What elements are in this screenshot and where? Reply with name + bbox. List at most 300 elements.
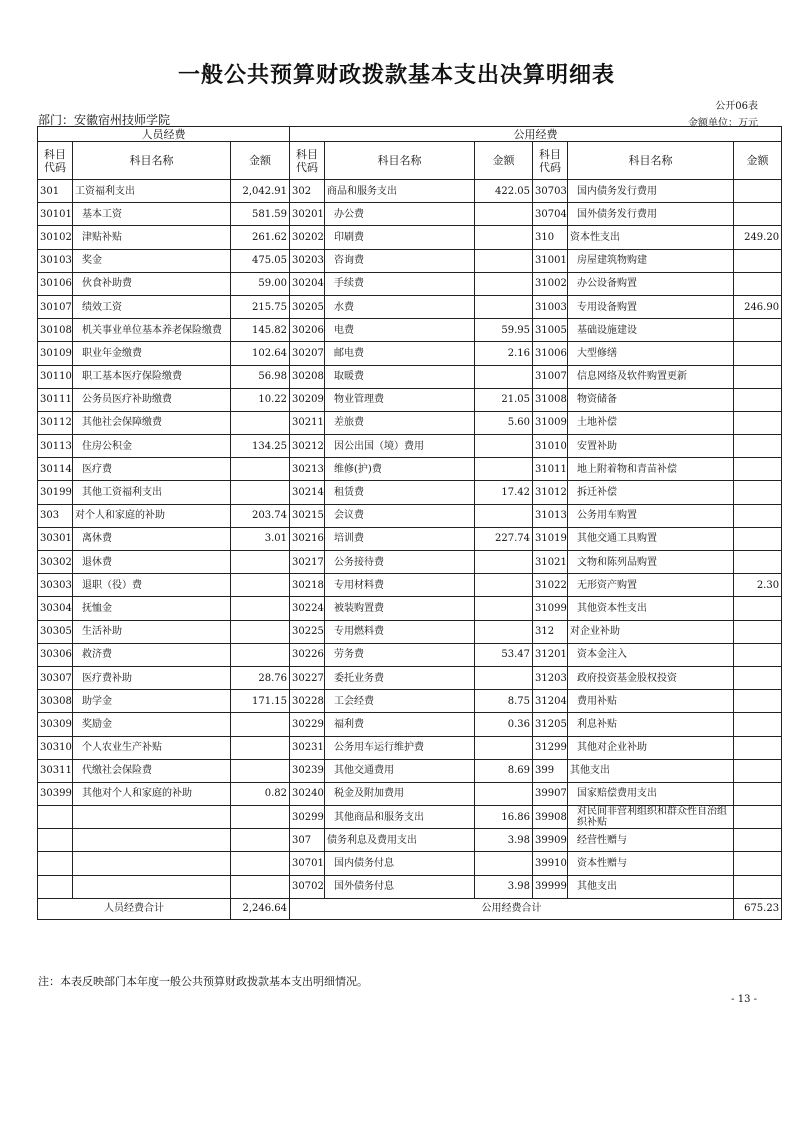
cell-code: 30215 <box>290 504 325 527</box>
cell-code: 30225 <box>290 620 325 643</box>
cell-amount <box>231 736 290 759</box>
cell-code: 310 <box>533 226 568 249</box>
cell-amount: 17.42 <box>475 481 533 504</box>
cell-amount <box>475 597 533 620</box>
cell-amount <box>475 574 533 597</box>
cell-code: 31201 <box>533 643 568 666</box>
cell-amount: 227.74 <box>475 527 533 550</box>
cell-code: 39908 <box>533 806 568 829</box>
cell-name: 国外债务付息 <box>325 875 475 898</box>
cell-amount <box>734 782 782 805</box>
cell-amount <box>734 272 782 295</box>
cell-amount <box>475 295 533 318</box>
cell-name: 资本金注入 <box>568 643 734 666</box>
cell-code: 307 <box>290 829 325 852</box>
cell-name: 办公设备购置 <box>568 272 734 295</box>
cell-amount <box>734 180 782 203</box>
personnel-total-label: 人员经费合计 <box>38 898 231 919</box>
header-code: 科目代码 <box>38 142 73 180</box>
cell-name: 基础设施建设 <box>568 319 734 342</box>
cell-name: 救济费 <box>73 643 231 666</box>
header-name: 科目名称 <box>325 142 475 180</box>
cell-amount <box>734 481 782 504</box>
cell-code: 30211 <box>290 411 325 434</box>
table-row <box>38 504 782 527</box>
cell-code <box>38 829 73 852</box>
cell-code: 30227 <box>290 666 325 689</box>
cell-name: 培训费 <box>325 527 475 550</box>
cell-name: 专用设备购置 <box>568 295 734 318</box>
table-row <box>38 852 782 875</box>
cell-code: 30214 <box>290 481 325 504</box>
cell-code: 31006 <box>533 342 568 365</box>
cell-code: 301 <box>38 180 73 203</box>
cell-code: 30308 <box>38 690 73 713</box>
cell-code: 30305 <box>38 620 73 643</box>
cell-name: 土地补偿 <box>568 411 734 434</box>
cell-code: 312 <box>533 620 568 643</box>
cell-name: 生活补助 <box>73 620 231 643</box>
cell-amount <box>734 388 782 411</box>
cell-code: 30209 <box>290 388 325 411</box>
cell-amount <box>734 852 782 875</box>
cell-name: 奖金 <box>73 249 231 272</box>
cell-amount: 249.20 <box>734 226 782 249</box>
cell-code: 30207 <box>290 342 325 365</box>
cell-name: 被装购置费 <box>325 597 475 620</box>
cell-code: 30240 <box>290 782 325 805</box>
cell-amount <box>734 713 782 736</box>
cell-amount <box>475 782 533 805</box>
cell-name: 退职（役）费 <box>73 574 231 597</box>
cell-name: 其他对个人和家庭的补助 <box>73 782 231 805</box>
cell-code: 31003 <box>533 295 568 318</box>
cell-code: 399 <box>533 759 568 782</box>
cell-code: 30208 <box>290 365 325 388</box>
cell-code: 30299 <box>290 806 325 829</box>
cell-name: 离休费 <box>73 527 231 550</box>
cell-name: 公务用车购置 <box>568 504 734 527</box>
cell-name: 电费 <box>325 319 475 342</box>
cell-code: 30702 <box>290 875 325 898</box>
cell-name: 奖励金 <box>73 713 231 736</box>
table-row <box>38 249 782 272</box>
table-row <box>38 620 782 643</box>
cell-code: 31204 <box>533 690 568 713</box>
cell-code: 30213 <box>290 458 325 481</box>
table-row <box>38 875 782 898</box>
cell-name <box>73 875 231 898</box>
cell-code: 30306 <box>38 643 73 666</box>
cell-code: 30229 <box>290 713 325 736</box>
table-row <box>38 226 782 249</box>
cell-amount: 581.59 <box>231 203 290 226</box>
cell-amount <box>734 551 782 574</box>
cell-amount: 2.16 <box>475 342 533 365</box>
cell-name: 无形资产购置 <box>568 574 734 597</box>
cell-amount <box>475 458 533 481</box>
cell-name: 公务用车运行维护费 <box>325 736 475 759</box>
table-row <box>38 666 782 689</box>
cell-name: 资本性支出 <box>568 226 734 249</box>
cell-name: 安置补助 <box>568 435 734 458</box>
cell-amount <box>734 690 782 713</box>
cell-name <box>73 806 231 829</box>
cell-amount: 2,042.91 <box>231 180 290 203</box>
cell-code: 30206 <box>290 319 325 342</box>
footnote: 注：本表反映部门本年度一般公共预算财政拨款基本支出明细情况。 <box>38 975 368 988</box>
cell-code: 39999 <box>533 875 568 898</box>
cell-code: 31019 <box>533 527 568 550</box>
cell-amount <box>475 504 533 527</box>
cell-amount: 10.22 <box>231 388 290 411</box>
cell-amount <box>475 551 533 574</box>
cell-amount <box>475 272 533 295</box>
cell-code: 31299 <box>533 736 568 759</box>
cell-name: 国内债务发行费用 <box>568 180 734 203</box>
table-row <box>38 342 782 365</box>
table-row <box>38 643 782 666</box>
cell-name: 商品和服务支出 <box>325 180 475 203</box>
cell-name: 公务员医疗补助缴费 <box>73 388 231 411</box>
cell-code: 31021 <box>533 551 568 574</box>
cell-code: 30231 <box>290 736 325 759</box>
public-total-value: 675.23 <box>734 898 782 919</box>
cell-name: 基本工资 <box>73 203 231 226</box>
cell-name: 文物和陈列品购置 <box>568 551 734 574</box>
cell-code: 30302 <box>38 551 73 574</box>
table-row <box>38 736 782 759</box>
table-row <box>38 272 782 295</box>
table-row <box>38 597 782 620</box>
cell-amount: 134.25 <box>231 435 290 458</box>
cell-amount <box>475 852 533 875</box>
table-row <box>38 690 782 713</box>
cell-name: 公务接待费 <box>325 551 475 574</box>
cell-amount: 3.98 <box>475 875 533 898</box>
cell-name: 物业管理费 <box>325 388 475 411</box>
cell-code: 30202 <box>290 226 325 249</box>
table-row <box>38 435 782 458</box>
cell-amount: 171.15 <box>231 690 290 713</box>
cell-amount <box>734 435 782 458</box>
cell-name: 水费 <box>325 295 475 318</box>
cell-amount <box>231 481 290 504</box>
table-row <box>38 365 782 388</box>
cell-name: 经营性赠与 <box>568 829 734 852</box>
cell-code <box>38 806 73 829</box>
cell-code: 39909 <box>533 829 568 852</box>
cell-code: 30703 <box>533 180 568 203</box>
cell-name: 对个人和家庭的补助 <box>73 504 231 527</box>
cell-amount <box>231 875 290 898</box>
cell-code: 30307 <box>38 666 73 689</box>
cell-amount <box>734 829 782 852</box>
cell-name: 咨询费 <box>325 249 475 272</box>
cell-amount: 2.30 <box>734 574 782 597</box>
cell-code: 30212 <box>290 435 325 458</box>
expenditure-table <box>37 126 782 920</box>
cell-name: 专用燃料费 <box>325 620 475 643</box>
cell-amount <box>231 551 290 574</box>
cell-name: 伙食补助费 <box>73 272 231 295</box>
cell-code: 30701 <box>290 852 325 875</box>
cell-code: 31022 <box>533 574 568 597</box>
cell-amount <box>734 759 782 782</box>
cell-amount: 8.69 <box>475 759 533 782</box>
cell-name: 房屋建筑物购建 <box>568 249 734 272</box>
cell-amount <box>231 829 290 852</box>
cell-amount: 475.05 <box>231 249 290 272</box>
cell-amount <box>231 759 290 782</box>
cell-name: 取暖费 <box>325 365 475 388</box>
cell-amount <box>734 736 782 759</box>
cell-amount: 215.75 <box>231 295 290 318</box>
cell-name: 绩效工资 <box>73 295 231 318</box>
cell-code <box>38 875 73 898</box>
cell-amount: 0.82 <box>231 782 290 805</box>
cell-name: 其他对企业补助 <box>568 736 734 759</box>
cell-amount <box>734 458 782 481</box>
cell-amount: 59.95 <box>475 319 533 342</box>
cell-code <box>38 852 73 875</box>
cell-name: 对企业补助 <box>568 620 734 643</box>
cell-code: 30204 <box>290 272 325 295</box>
cell-name <box>73 829 231 852</box>
cell-code: 39907 <box>533 782 568 805</box>
table-row <box>38 319 782 342</box>
cell-amount <box>734 620 782 643</box>
cell-amount <box>231 643 290 666</box>
cell-name: 手续费 <box>325 272 475 295</box>
cell-amount <box>475 736 533 759</box>
cell-code: 31099 <box>533 597 568 620</box>
cell-name: 邮电费 <box>325 342 475 365</box>
cell-name: 因公出国（境）费用 <box>325 435 475 458</box>
header-code: 科目代码 <box>533 142 568 180</box>
cell-name: 利息补贴 <box>568 713 734 736</box>
cell-code: 30226 <box>290 643 325 666</box>
cell-amount: 102.64 <box>231 342 290 365</box>
cell-name: 福利费 <box>325 713 475 736</box>
cell-code: 30110 <box>38 365 73 388</box>
cell-name: 其他资本性支出 <box>568 597 734 620</box>
cell-amount <box>734 319 782 342</box>
cell-name: 税金及附加费用 <box>325 782 475 805</box>
cell-amount <box>734 643 782 666</box>
cell-name: 其他商品和服务支出 <box>325 806 475 829</box>
cell-name: 费用补贴 <box>568 690 734 713</box>
cell-name: 国家赔偿费用支出 <box>568 782 734 805</box>
cell-code: 31205 <box>533 713 568 736</box>
cell-name: 资本性赠与 <box>568 852 734 875</box>
table-row <box>38 203 782 226</box>
cell-code: 30310 <box>38 736 73 759</box>
cell-name: 政府投资基金股权投资 <box>568 666 734 689</box>
table-row <box>38 527 782 550</box>
cell-amount: 53.47 <box>475 643 533 666</box>
cell-name: 维修(护)费 <box>325 458 475 481</box>
cell-code: 30399 <box>38 782 73 805</box>
cell-name: 租赁费 <box>325 481 475 504</box>
cell-name: 职业年金缴费 <box>73 342 231 365</box>
cell-amount <box>734 365 782 388</box>
cell-code: 30113 <box>38 435 73 458</box>
cell-code: 30201 <box>290 203 325 226</box>
cell-code: 31011 <box>533 458 568 481</box>
cell-name: 其他支出 <box>568 875 734 898</box>
cell-name: 工会经费 <box>325 690 475 713</box>
cell-amount: 28.76 <box>231 666 290 689</box>
cell-amount: 8.75 <box>475 690 533 713</box>
cell-amount: 16.86 <box>475 806 533 829</box>
cell-code: 30205 <box>290 295 325 318</box>
cell-name: 医疗费补助 <box>73 666 231 689</box>
cell-amount <box>475 435 533 458</box>
cell-name: 其他社会保障缴费 <box>73 411 231 434</box>
cell-amount <box>734 411 782 434</box>
header-name: 科目名称 <box>73 142 231 180</box>
cell-code: 30199 <box>38 481 73 504</box>
table-row <box>38 551 782 574</box>
cell-amount <box>231 620 290 643</box>
cell-code: 39910 <box>533 852 568 875</box>
cell-amount <box>231 852 290 875</box>
cell-code: 31001 <box>533 249 568 272</box>
cell-code: 30216 <box>290 527 325 550</box>
cell-amount <box>231 411 290 434</box>
table-row <box>38 411 782 434</box>
cell-code: 30224 <box>290 597 325 620</box>
cell-name: 大型修缮 <box>568 342 734 365</box>
cell-amount <box>734 666 782 689</box>
cell-code: 31013 <box>533 504 568 527</box>
cell-code: 31008 <box>533 388 568 411</box>
public-total-label: 公用经费合计 <box>290 898 734 919</box>
cell-amount <box>475 365 533 388</box>
cell-amount: 0.36 <box>475 713 533 736</box>
cell-amount <box>231 574 290 597</box>
cell-name: 职工基本医疗保险缴费 <box>73 365 231 388</box>
cell-name: 物资储备 <box>568 388 734 411</box>
cell-code: 30228 <box>290 690 325 713</box>
cell-code: 30309 <box>38 713 73 736</box>
cell-code: 30218 <box>290 574 325 597</box>
cell-amount: 261.62 <box>231 226 290 249</box>
cell-amount <box>231 806 290 829</box>
cell-amount <box>475 226 533 249</box>
section-public: 公用经费 <box>290 127 782 142</box>
cell-amount <box>475 620 533 643</box>
cell-code: 31012 <box>533 481 568 504</box>
cell-name: 退休费 <box>73 551 231 574</box>
cell-name: 对民间非营利组织和群众性自治组织补贴 <box>568 806 734 829</box>
cell-code: 31007 <box>533 365 568 388</box>
cell-code: 31009 <box>533 411 568 434</box>
cell-amount <box>231 458 290 481</box>
cell-amount: 203.74 <box>231 504 290 527</box>
cell-amount <box>734 249 782 272</box>
cell-code: 31010 <box>533 435 568 458</box>
amount-unit: 金额单位：万元 <box>688 118 758 129</box>
cell-amount: 3.98 <box>475 829 533 852</box>
cell-amount <box>734 203 782 226</box>
section-personnel: 人员经费 <box>38 127 290 142</box>
cell-code: 302 <box>290 180 325 203</box>
cell-code: 30114 <box>38 458 73 481</box>
cell-amount <box>231 713 290 736</box>
cell-name <box>73 852 231 875</box>
cell-amount <box>734 504 782 527</box>
cell-name: 个人农业生产补贴 <box>73 736 231 759</box>
cell-name: 其他工资福利支出 <box>73 481 231 504</box>
cell-name: 差旅费 <box>325 411 475 434</box>
table-row <box>38 806 782 829</box>
cell-name: 债务利息及费用支出 <box>325 829 475 852</box>
cell-code: 30107 <box>38 295 73 318</box>
cell-name: 抚恤金 <box>73 597 231 620</box>
cell-name: 住房公积金 <box>73 435 231 458</box>
department-label: 部门：安徽宿州技师学院 <box>38 113 171 127</box>
cell-amount: 3.01 <box>231 527 290 550</box>
cell-amount: 145.82 <box>231 319 290 342</box>
cell-amount: 59.00 <box>231 272 290 295</box>
table-row <box>38 782 782 805</box>
table-row <box>38 388 782 411</box>
cell-name: 津贴补贴 <box>73 226 231 249</box>
cell-code: 30304 <box>38 597 73 620</box>
cell-amount <box>475 666 533 689</box>
cell-name: 专用材料费 <box>325 574 475 597</box>
header-amount: 金额 <box>231 142 290 180</box>
cell-amount: 246.90 <box>734 295 782 318</box>
cell-amount <box>231 597 290 620</box>
table-row <box>38 481 782 504</box>
cell-name: 其他交通费用 <box>325 759 475 782</box>
table-row <box>38 713 782 736</box>
cell-name: 其他交通工具购置 <box>568 527 734 550</box>
cell-amount <box>734 527 782 550</box>
header-code: 科目代码 <box>290 142 325 180</box>
cell-name: 代缴社会保险费 <box>73 759 231 782</box>
cell-name: 委托业务费 <box>325 666 475 689</box>
cell-amount <box>734 597 782 620</box>
cell-name: 其他支出 <box>568 759 734 782</box>
table-row <box>38 574 782 597</box>
cell-code: 30103 <box>38 249 73 272</box>
cell-code: 31005 <box>533 319 568 342</box>
cell-name: 工资福利支出 <box>73 180 231 203</box>
cell-amount: 56.98 <box>231 365 290 388</box>
cell-amount: 21.05 <box>475 388 533 411</box>
cell-code: 30303 <box>38 574 73 597</box>
cell-amount <box>734 342 782 365</box>
table-row <box>38 458 782 481</box>
table-row <box>38 180 782 203</box>
cell-name: 劳务费 <box>325 643 475 666</box>
cell-name: 国外债务发行费用 <box>568 203 734 226</box>
cell-code: 30108 <box>38 319 73 342</box>
cell-name: 印刷费 <box>325 226 475 249</box>
cell-amount <box>734 875 782 898</box>
cell-amount: 422.05 <box>475 180 533 203</box>
page-title: 一般公共预算财政拨款基本支出决算明细表 <box>177 62 615 88</box>
cell-amount <box>475 203 533 226</box>
cell-amount <box>734 806 782 829</box>
form-number: 公开06表 <box>715 101 758 112</box>
personnel-total-value: 2,246.64 <box>231 898 290 919</box>
cell-code: 30217 <box>290 551 325 574</box>
